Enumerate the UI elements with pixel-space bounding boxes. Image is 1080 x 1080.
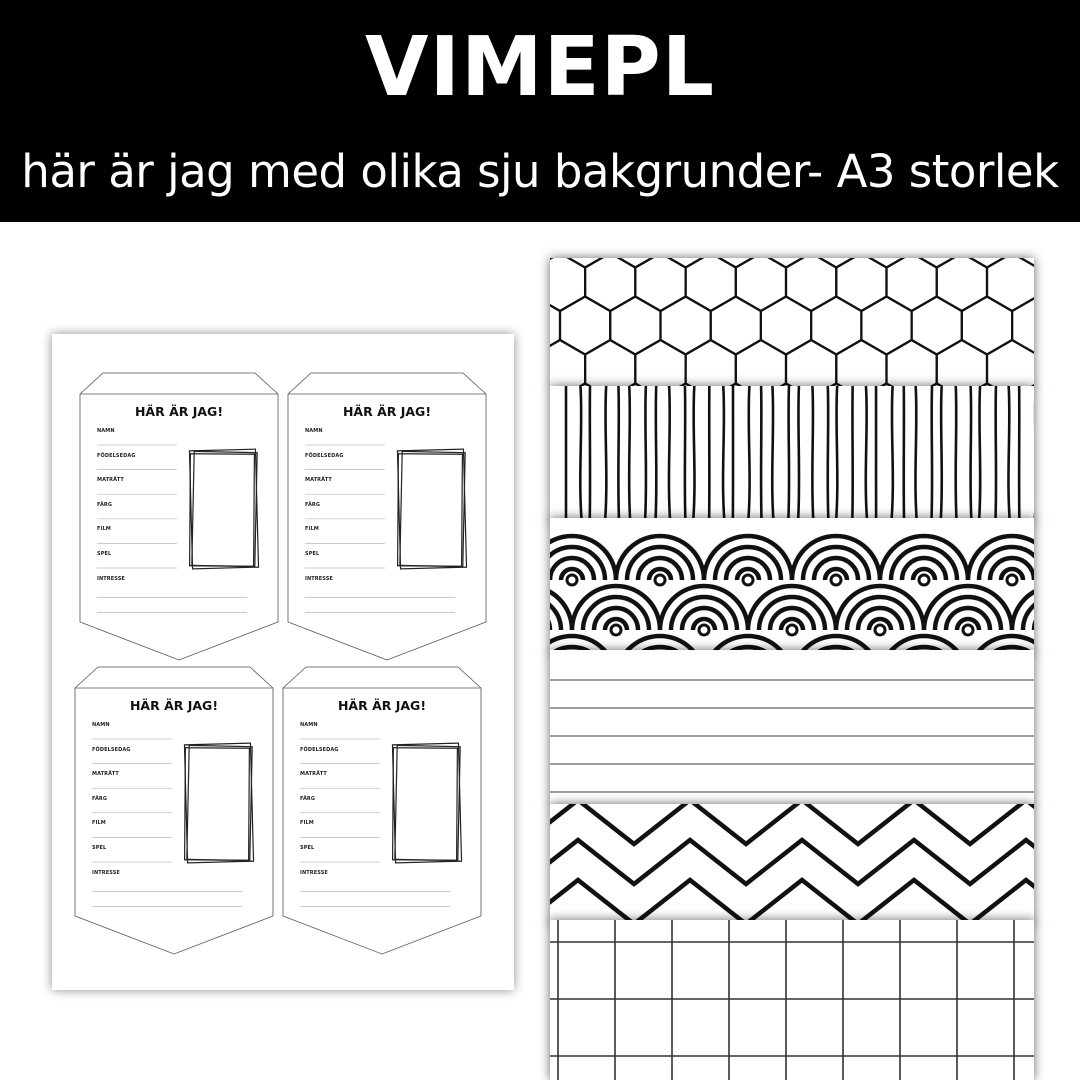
pennant-sheet-preview [52,334,514,990]
pennant-card-2 [287,372,487,662]
pennant-field-label: FILM [92,820,106,827]
background-hexagon [550,258,1034,388]
pennant-title: HÄR ÄR JAG! [337,698,427,713]
pennant-card-3 [74,666,274,956]
pennant-title: HÄR ÄR JAG! [342,404,432,419]
background-swatch-stack [550,258,1034,1080]
pennant-field-label: FÄRG [305,501,321,508]
lines-pattern [550,650,1034,806]
pennant-field-label: SPEL [305,551,320,557]
background-zigzag [550,804,1034,924]
pennant-field-label: INTRESSE [300,869,328,876]
pennant-field-label: MATRÄTT [305,477,332,484]
page-subtitle: här är jag med olika sju bakgrunder- A3 storlek [21,145,1059,198]
pennant-title: HÄR ÄR JAG! [129,698,219,713]
pennant-card-4 [282,666,482,956]
pennant-field-label: SPEL [92,845,107,851]
pennant-card-1 [79,372,279,662]
pennant-field-label: FILM [305,526,319,533]
background-rainbow-arches [550,518,1034,654]
page-title: VIMEPL [365,20,715,115]
pennant-field-label: MATRÄTT [97,477,124,484]
pennant-field-label: NAMN [305,428,323,434]
stripe-pattern [550,386,1034,522]
pennant-field-label: FÄRG [300,795,316,802]
pennant-field-label: FÄRG [97,501,113,508]
background-horizontal-lines [550,650,1034,806]
pennant-field-label: FILM [300,820,314,827]
pennant-field-label: NAMN [97,428,115,434]
arch-pattern [550,518,1034,654]
pennant-field-label: INTRESSE [305,575,333,582]
grid-pattern [550,920,1034,1080]
pennant-title: HÄR ÄR JAG! [134,404,224,419]
pennant-field-label: FÄRG [92,795,108,802]
pennant-field-label: SPEL [97,551,112,557]
pennant-field-label: FILM [97,526,111,533]
pennant-field-label: INTRESSE [92,869,120,876]
pennant-field-label: FÖDELSEDAG [92,746,131,753]
header-banner [0,0,1080,222]
pennant-field-label: MATRÄTT [92,771,119,778]
pennant-field-label: FÖDELSEDAG [305,452,344,459]
pennant-field-label: FÖDELSEDAG [300,746,339,753]
pennant-field-label: INTRESSE [97,575,125,582]
background-vertical-stripes [550,386,1034,522]
background-grid [550,920,1034,1080]
hexagon-pattern [550,258,1034,388]
pennant-field-label: FÖDELSEDAG [97,452,136,459]
pennant-field-label: SPEL [300,845,315,851]
pennant-field-label: NAMN [300,722,318,728]
pennant-field-label: MATRÄTT [300,771,327,778]
zigzag-pattern [550,804,1034,924]
pennant-field-label: NAMN [92,722,110,728]
